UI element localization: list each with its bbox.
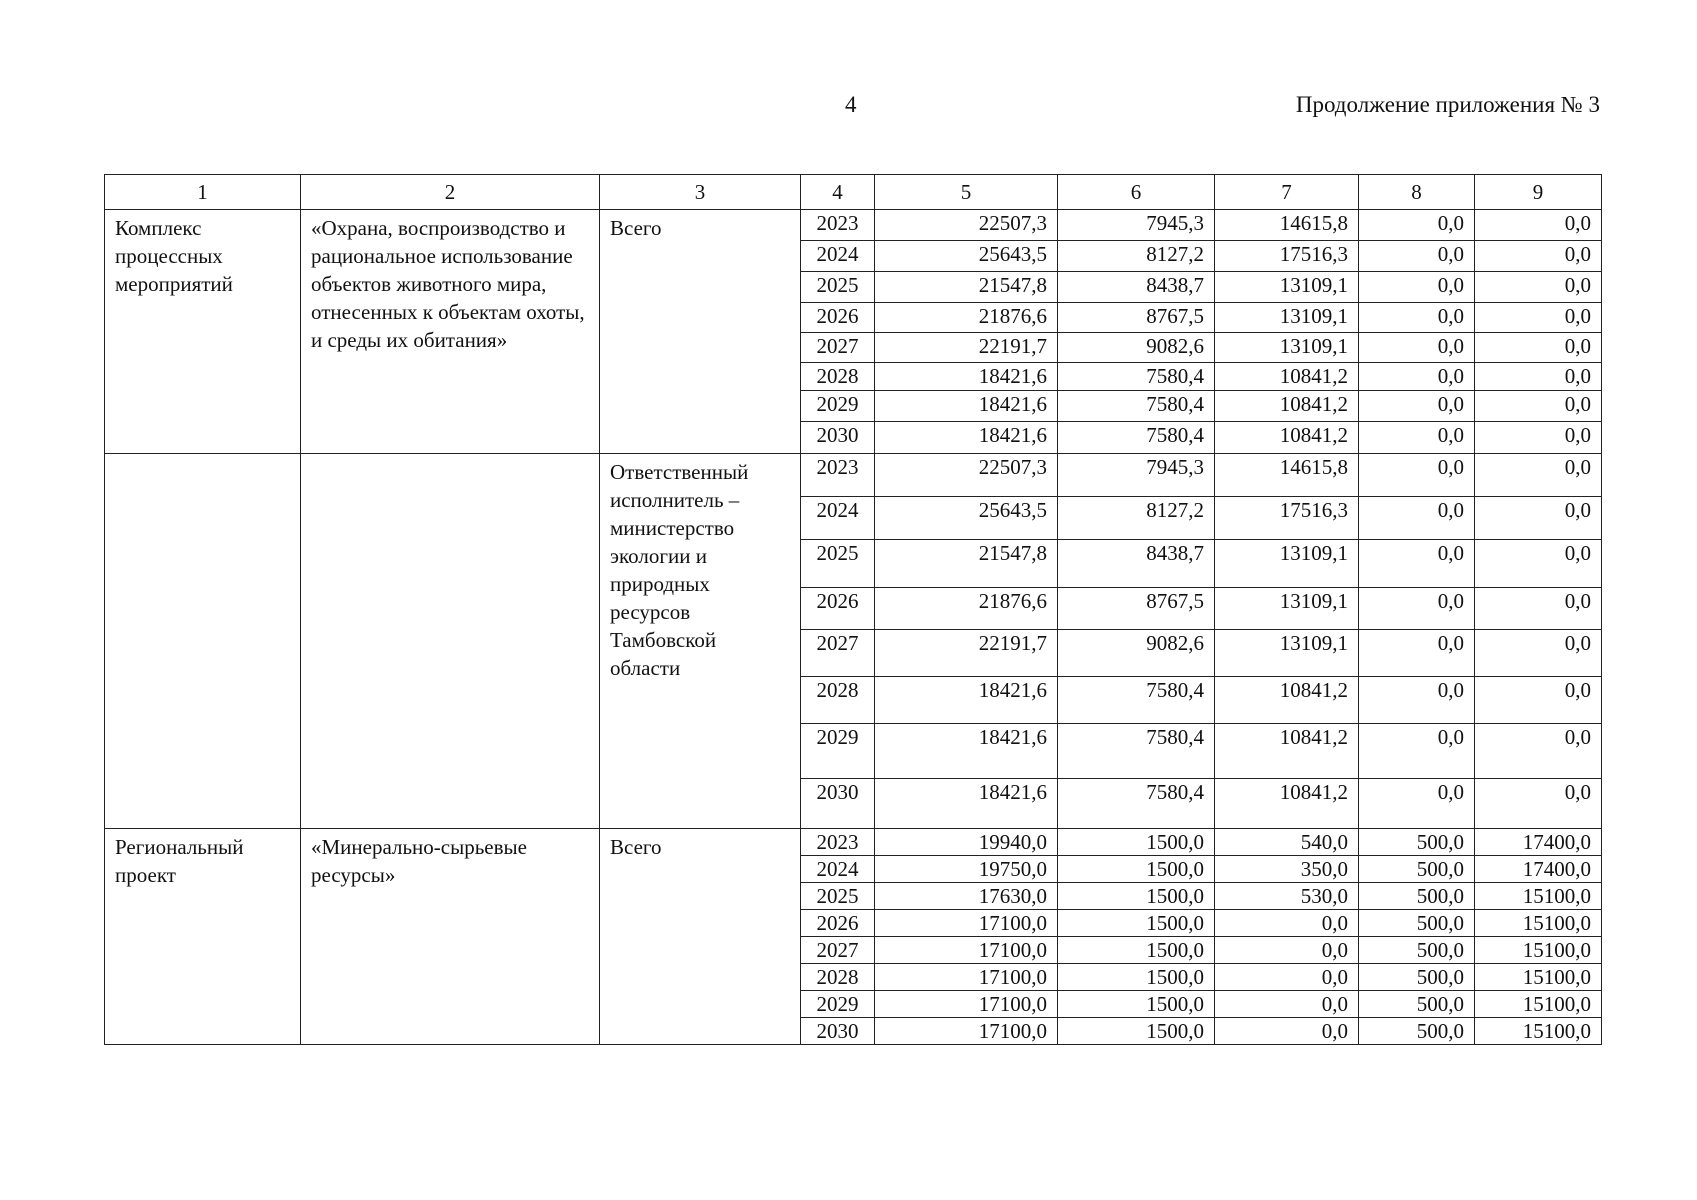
column-header-1: 1 (105, 175, 301, 210)
value-cell-col8: 500,0 (1359, 937, 1475, 964)
value-cell-col5: 18421,6 (875, 363, 1058, 391)
value-cell-col7: 17516,3 (1215, 497, 1359, 540)
value-cell-col5: 25643,5 (875, 497, 1058, 540)
value-cell-col6: 1500,0 (1058, 964, 1215, 991)
year-cell: 2030 (801, 779, 875, 829)
year-cell: 2023 (801, 210, 875, 241)
value-cell-col5: 19750,0 (875, 856, 1058, 883)
value-cell-col8: 0,0 (1359, 272, 1475, 303)
column-header-7: 7 (1215, 175, 1359, 210)
value-cell-col7: 0,0 (1215, 964, 1359, 991)
value-cell-col6: 7580,4 (1058, 779, 1215, 829)
value-cell-col6: 1500,0 (1058, 883, 1215, 910)
value-cell-col8: 0,0 (1359, 588, 1475, 630)
appendix-label: Продолжение приложения № 3 (1295, 92, 1600, 117)
value-cell-col6: 7580,4 (1058, 363, 1215, 391)
value-cell-col8: 0,0 (1359, 454, 1475, 497)
year-cell: 2024 (801, 497, 875, 540)
value-cell-col5: 17100,0 (875, 910, 1058, 937)
value-cell-col9: 0,0 (1475, 241, 1602, 272)
value-cell-col6: 7580,4 (1058, 422, 1215, 454)
value-cell-col5: 22507,3 (875, 454, 1058, 497)
value-cell-col7: 13109,1 (1215, 333, 1359, 363)
project-name-cell: «Охрана, воспроизводство и рациональное использование объектов животного мира, отнесенных к объектам охоты, и среды их обитания» (301, 210, 600, 454)
table-row (105, 829, 1602, 856)
value-cell-col7: 10841,2 (1215, 779, 1359, 829)
value-cell-col7: 10841,2 (1215, 363, 1359, 391)
year-cell: 2028 (801, 677, 875, 724)
value-cell-col8: 0,0 (1359, 210, 1475, 241)
table-row (105, 454, 1602, 497)
project-name-cell (301, 454, 600, 829)
year-cell: 2024 (801, 856, 875, 883)
value-cell-col6: 8127,2 (1058, 497, 1215, 540)
value-cell-col9: 0,0 (1475, 630, 1602, 677)
value-cell-col8: 0,0 (1359, 303, 1475, 333)
value-cell-col5: 17100,0 (875, 1018, 1058, 1045)
year-cell: 2030 (801, 1018, 875, 1045)
year-cell: 2025 (801, 272, 875, 303)
value-cell-col6: 7580,4 (1058, 724, 1215, 779)
funding-source-cell: Ответственный исполнитель – министерство экологии и природных ресурсов Тамбовской области (600, 454, 801, 829)
year-cell: 2027 (801, 937, 875, 964)
project-name-cell: «Минерально-сырьевые ресурсы» (301, 829, 600, 1045)
value-cell-col8: 0,0 (1359, 630, 1475, 677)
value-cell-col6: 1500,0 (1058, 1018, 1215, 1045)
year-cell: 2025 (801, 883, 875, 910)
value-cell-col6: 8438,7 (1058, 540, 1215, 588)
column-header-5: 5 (875, 175, 1058, 210)
page-number: 4 (845, 92, 857, 117)
value-cell-col5: 17100,0 (875, 937, 1058, 964)
value-cell-col8: 0,0 (1359, 241, 1475, 272)
value-cell-col7: 13109,1 (1215, 540, 1359, 588)
value-cell-col9: 0,0 (1475, 391, 1602, 422)
value-cell-col7: 10841,2 (1215, 724, 1359, 779)
value-cell-col9: 0,0 (1475, 333, 1602, 363)
value-cell-col9: 0,0 (1475, 210, 1602, 241)
year-cell: 2030 (801, 422, 875, 454)
year-cell: 2026 (801, 588, 875, 630)
value-cell-col7: 0,0 (1215, 910, 1359, 937)
value-cell-col9: 17400,0 (1475, 856, 1602, 883)
value-cell-col5: 22191,7 (875, 333, 1058, 363)
value-cell-col5: 18421,6 (875, 677, 1058, 724)
year-cell: 2029 (801, 991, 875, 1018)
value-cell-col9: 0,0 (1475, 303, 1602, 333)
value-cell-col7: 530,0 (1215, 883, 1359, 910)
value-cell-col8: 0,0 (1359, 497, 1475, 540)
value-cell-col5: 17630,0 (875, 883, 1058, 910)
budget-table (104, 174, 1602, 1045)
value-cell-col5: 21876,6 (875, 303, 1058, 333)
value-cell-col5: 21547,8 (875, 540, 1058, 588)
category-cell (105, 454, 301, 829)
year-cell: 2027 (801, 630, 875, 677)
column-header-8: 8 (1359, 175, 1475, 210)
value-cell-col9: 15100,0 (1475, 937, 1602, 964)
value-cell-col6: 7945,3 (1058, 454, 1215, 497)
value-cell-col5: 18421,6 (875, 779, 1058, 829)
value-cell-col7: 350,0 (1215, 856, 1359, 883)
value-cell-col6: 7580,4 (1058, 391, 1215, 422)
value-cell-col8: 0,0 (1359, 333, 1475, 363)
value-cell-col6: 8767,5 (1058, 588, 1215, 630)
value-cell-col5: 18421,6 (875, 422, 1058, 454)
value-cell-col6: 9082,6 (1058, 630, 1215, 677)
value-cell-col8: 0,0 (1359, 363, 1475, 391)
value-cell-col9: 15100,0 (1475, 910, 1602, 937)
value-cell-col8: 500,0 (1359, 964, 1475, 991)
value-cell-col7: 13109,1 (1215, 303, 1359, 333)
value-cell-col9: 15100,0 (1475, 1018, 1602, 1045)
value-cell-col6: 1500,0 (1058, 856, 1215, 883)
value-cell-col9: 0,0 (1475, 422, 1602, 454)
value-cell-col6: 9082,6 (1058, 333, 1215, 363)
value-cell-col6: 7580,4 (1058, 677, 1215, 724)
value-cell-col6: 1500,0 (1058, 991, 1215, 1018)
year-cell: 2023 (801, 454, 875, 497)
value-cell-col5: 17100,0 (875, 991, 1058, 1018)
column-header-3: 3 (600, 175, 801, 210)
value-cell-col6: 1500,0 (1058, 829, 1215, 856)
category-cell: Региональный проект (105, 829, 301, 1045)
value-cell-col9: 15100,0 (1475, 991, 1602, 1018)
value-cell-col9: 0,0 (1475, 497, 1602, 540)
value-cell-col7: 13109,1 (1215, 588, 1359, 630)
value-cell-col6: 8438,7 (1058, 272, 1215, 303)
value-cell-col7: 0,0 (1215, 991, 1359, 1018)
value-cell-col6: 8127,2 (1058, 241, 1215, 272)
value-cell-col5: 18421,6 (875, 391, 1058, 422)
value-cell-col6: 8767,5 (1058, 303, 1215, 333)
value-cell-col5: 18421,6 (875, 724, 1058, 779)
value-cell-col7: 10841,2 (1215, 677, 1359, 724)
value-cell-col9: 0,0 (1475, 454, 1602, 497)
value-cell-col8: 500,0 (1359, 856, 1475, 883)
value-cell-col5: 22507,3 (875, 210, 1058, 241)
year-cell: 2028 (801, 363, 875, 391)
value-cell-col7: 10841,2 (1215, 391, 1359, 422)
value-cell-col5: 25643,5 (875, 241, 1058, 272)
year-cell: 2029 (801, 391, 875, 422)
column-header-9: 9 (1475, 175, 1602, 210)
value-cell-col5: 22191,7 (875, 630, 1058, 677)
value-cell-col7: 0,0 (1215, 937, 1359, 964)
value-cell-col8: 500,0 (1359, 910, 1475, 937)
header-row (105, 175, 1602, 210)
year-cell: 2024 (801, 241, 875, 272)
year-cell: 2025 (801, 540, 875, 588)
table-row (105, 210, 1602, 241)
value-cell-col5: 19940,0 (875, 829, 1058, 856)
value-cell-col8: 0,0 (1359, 724, 1475, 779)
value-cell-col7: 10841,2 (1215, 422, 1359, 454)
funding-source-cell: Всего (600, 210, 801, 454)
category-cell: Комплекс процессных мероприятий (105, 210, 301, 454)
year-cell: 2026 (801, 303, 875, 333)
year-cell: 2026 (801, 910, 875, 937)
column-header-4: 4 (801, 175, 875, 210)
value-cell-col8: 500,0 (1359, 883, 1475, 910)
funding-source-cell: Всего (600, 829, 801, 1045)
value-cell-col8: 500,0 (1359, 1018, 1475, 1045)
value-cell-col9: 0,0 (1475, 272, 1602, 303)
value-cell-col9: 0,0 (1475, 540, 1602, 588)
value-cell-col9: 15100,0 (1475, 883, 1602, 910)
value-cell-col7: 17516,3 (1215, 241, 1359, 272)
column-header-6: 6 (1058, 175, 1215, 210)
value-cell-col7: 540,0 (1215, 829, 1359, 856)
value-cell-col9: 15100,0 (1475, 964, 1602, 991)
value-cell-col8: 0,0 (1359, 391, 1475, 422)
column-header-2: 2 (301, 175, 600, 210)
value-cell-col9: 17400,0 (1475, 829, 1602, 856)
value-cell-col7: 0,0 (1215, 1018, 1359, 1045)
value-cell-col8: 0,0 (1359, 677, 1475, 724)
value-cell-col5: 21547,8 (875, 272, 1058, 303)
value-cell-col9: 0,0 (1475, 363, 1602, 391)
value-cell-col7: 14615,8 (1215, 454, 1359, 497)
value-cell-col9: 0,0 (1475, 724, 1602, 779)
value-cell-col5: 21876,6 (875, 588, 1058, 630)
value-cell-col9: 0,0 (1475, 588, 1602, 630)
value-cell-col7: 14615,8 (1215, 210, 1359, 241)
value-cell-col8: 500,0 (1359, 829, 1475, 856)
value-cell-col9: 0,0 (1475, 779, 1602, 829)
value-cell-col9: 0,0 (1475, 677, 1602, 724)
value-cell-col6: 1500,0 (1058, 937, 1215, 964)
value-cell-col7: 13109,1 (1215, 630, 1359, 677)
value-cell-col8: 0,0 (1359, 779, 1475, 829)
value-cell-col8: 0,0 (1359, 422, 1475, 454)
value-cell-col5: 17100,0 (875, 964, 1058, 991)
value-cell-col7: 13109,1 (1215, 272, 1359, 303)
value-cell-col6: 7945,3 (1058, 210, 1215, 241)
year-cell: 2028 (801, 964, 875, 991)
value-cell-col8: 0,0 (1359, 540, 1475, 588)
year-cell: 2027 (801, 333, 875, 363)
year-cell: 2023 (801, 829, 875, 856)
year-cell: 2029 (801, 724, 875, 779)
value-cell-col8: 500,0 (1359, 991, 1475, 1018)
value-cell-col6: 1500,0 (1058, 910, 1215, 937)
